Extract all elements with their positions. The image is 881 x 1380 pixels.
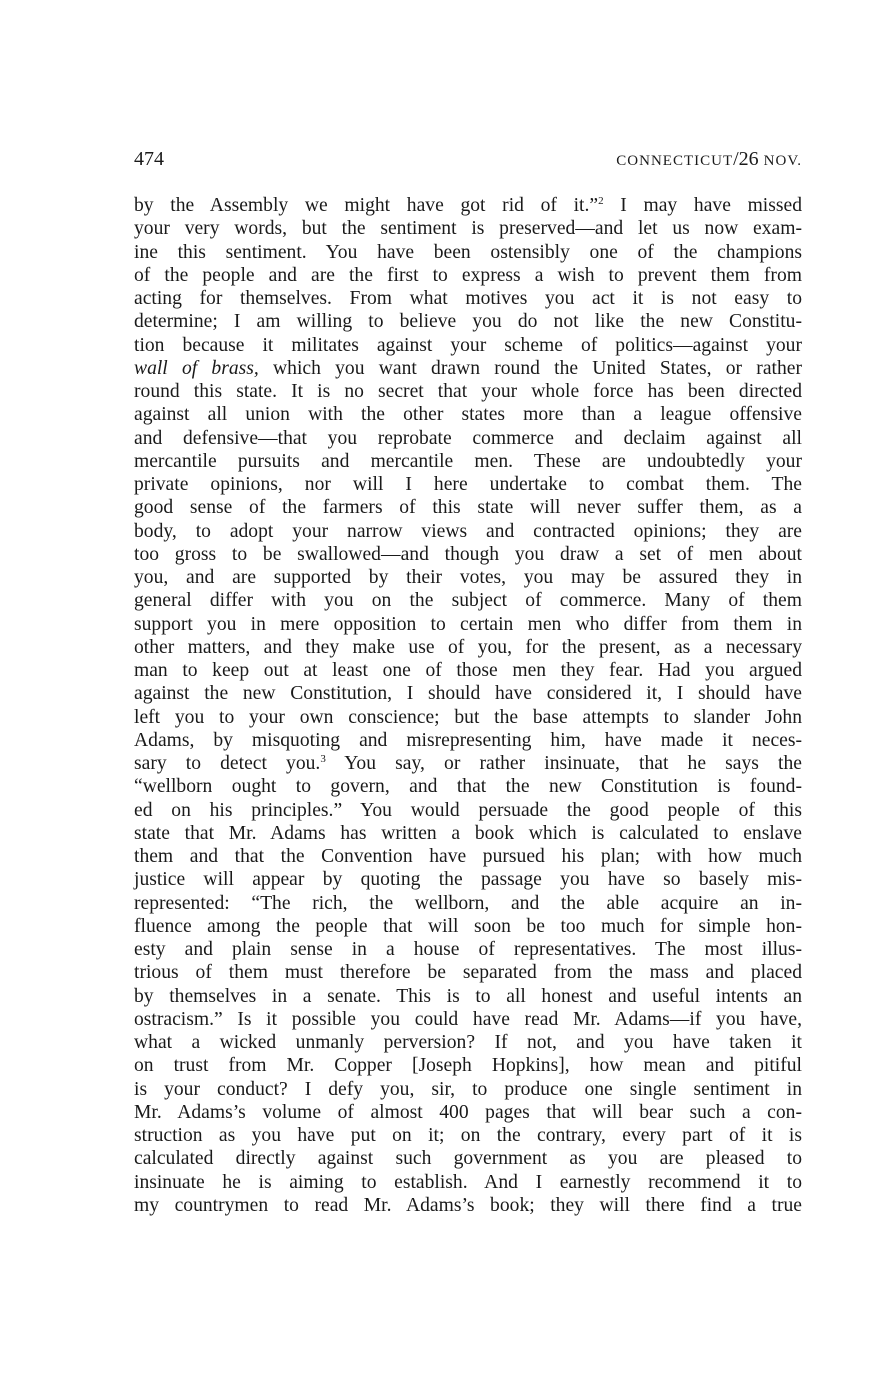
text-line xyxy=(134,310,802,333)
text-line xyxy=(134,892,802,915)
line-text: Mr. Adams’s volume of almost 400 pages that will bear such a con- xyxy=(134,1101,802,1123)
line-text: mercantile pursuits and mercantile men. These are undoubtedly your xyxy=(134,450,802,472)
text-line xyxy=(134,659,802,682)
text-line xyxy=(134,1054,802,1077)
line-text: man to keep out at least one of those men they fear. Had you argued xyxy=(134,660,802,681)
text-line xyxy=(134,403,802,426)
line-text: calculated directly against such government as you are pleased to xyxy=(134,1148,802,1170)
line-text: determine; I am willing to believe you do not like the new Constitu- xyxy=(134,311,802,333)
text-line xyxy=(134,938,802,961)
line-text: tion because it militates against your scheme of politics—against your xyxy=(134,334,802,356)
line-text: too gross to be swallowed—and though you draw a set of men about xyxy=(134,543,802,565)
line-text: my countrymen to read Mr. Adams’s book; they will there find a true xyxy=(134,1194,802,1216)
text-line xyxy=(134,752,802,775)
line-text: round this state. It is no secret that your whole force has been directed xyxy=(134,381,802,402)
line-text: I may have missed xyxy=(603,195,802,216)
text-line xyxy=(134,1101,802,1124)
text-line xyxy=(134,845,802,868)
text-line xyxy=(134,543,802,566)
line-text: ostracism.” Is it possible you could have read Mr. Adams—if you have, xyxy=(134,1008,802,1030)
line-text: fluence among the people that will soon be too much for simple hon- xyxy=(134,915,802,937)
text-line xyxy=(134,450,802,473)
line-text: which you want drawn round the United States, or rather xyxy=(258,357,802,379)
running-title-month: NOV. xyxy=(763,153,802,169)
italic-phrase: wall of brass, xyxy=(134,357,259,379)
line-text: against all union with the other states more than a league offensive xyxy=(134,404,802,426)
line-text: esty and plain sense in a house of representatives. The most illus- xyxy=(134,939,802,960)
line-text: sary to detect you. xyxy=(134,753,321,774)
text-line xyxy=(134,264,802,287)
running-title xyxy=(616,146,802,174)
line-text: support you in mere opposition to certain men who differ from them in xyxy=(134,613,802,635)
text-line xyxy=(134,1078,802,1101)
line-text: justice will appear by quoting the passage you have so basely mis- xyxy=(134,869,802,891)
text-line xyxy=(134,682,802,705)
text-line xyxy=(134,706,802,729)
text-line xyxy=(134,334,802,357)
line-text: other matters, and they make use of you, for the present, as a necessary xyxy=(134,636,802,658)
line-text: you, and are supported by their votes, you may be assured they in xyxy=(134,567,802,588)
text-line xyxy=(134,1008,802,1031)
text-line xyxy=(134,1124,802,1147)
line-text: by the Assembly we might have got rid of it.” xyxy=(134,195,599,216)
line-text: and defensive—that you reprobate commerce and declaim against all xyxy=(134,427,802,449)
line-text: your very words, but the sentiment is preserved—and let us now exam- xyxy=(134,218,802,240)
line-text: them and that the Convention have pursued his plan; with how much xyxy=(134,846,802,867)
text-line xyxy=(134,1147,802,1170)
line-text: acting for themselves. From what motives you act it is not easy to xyxy=(134,288,802,309)
text-line xyxy=(134,194,802,217)
line-text: is your conduct? I defy you, sir, to produce one single sentiment in xyxy=(134,1078,802,1100)
text-line xyxy=(134,961,802,984)
line-text: struction as you have put on it; on the contrary, every part of it is xyxy=(134,1125,802,1146)
line-text: ed on his principles.” You would persuade the good people of this xyxy=(134,799,802,821)
text-line xyxy=(134,1031,802,1054)
text-line xyxy=(134,380,802,403)
line-text: by themselves in a senate. This is to all honest and useful intents an xyxy=(134,985,802,1007)
line-text: Adams, by misquoting and misrepresenting him, have made it neces- xyxy=(134,729,802,751)
text-line xyxy=(134,241,802,264)
text-line xyxy=(134,1194,802,1217)
text-line xyxy=(134,915,802,938)
line-text: private opinions, nor will I here undertake to combat them. The xyxy=(134,474,802,495)
text-line xyxy=(134,566,802,589)
running-title-state: CONNECTICUT xyxy=(616,153,734,169)
body-text xyxy=(134,194,802,1217)
line-text: body, to adopt your narrow views and contracted opinions; they are xyxy=(134,520,802,542)
running-title-date: /26 xyxy=(733,148,764,170)
footnote-marker: 3 xyxy=(320,753,326,765)
text-line xyxy=(134,427,802,450)
line-text: represented: “The rich, the wellborn, and the able acquire an in- xyxy=(134,892,802,914)
text-line xyxy=(134,357,802,380)
text-line xyxy=(134,613,802,636)
line-text: state that Mr. Adams has written a book which is calculated to enslave xyxy=(134,822,802,844)
line-text: ine this sentiment. You have been ostensibly one of the champions xyxy=(134,241,802,263)
text-line xyxy=(134,799,802,822)
text-line xyxy=(134,636,802,659)
page-number: 474 xyxy=(134,148,164,170)
line-text: trious of them must therefore be separated from the mass and placed xyxy=(134,962,802,984)
text-line xyxy=(134,729,802,752)
text-line xyxy=(134,287,802,310)
footnote-marker: 2 xyxy=(598,195,604,207)
running-head xyxy=(134,146,802,172)
line-text: good sense of the farmers of this state will never suffer them, as a xyxy=(134,497,802,519)
line-text: insinuate he is aiming to establish. And I earnestly recommend it to xyxy=(134,1171,802,1193)
line-text: You say, or rather insinuate, that he says the xyxy=(325,753,802,774)
line-text: against the new Constitution, I should have considered it, I should have xyxy=(134,683,802,705)
text-line xyxy=(134,520,802,543)
line-text: left you to your own conscience; but the base attempts to slander John xyxy=(134,706,802,728)
line-text: of the people and are the first to express a wish to prevent them from xyxy=(134,264,802,286)
text-line xyxy=(134,822,802,845)
text-line xyxy=(134,1171,802,1194)
text-line xyxy=(134,775,802,798)
text-line xyxy=(134,473,802,496)
line-text: “wellborn ought to govern, and that the new Constitution is found- xyxy=(134,776,802,798)
text-line xyxy=(134,496,802,519)
line-text: general differ with you on the subject of commerce. Many of them xyxy=(134,590,802,612)
text-line xyxy=(134,217,802,240)
text-line xyxy=(134,589,802,612)
text-line xyxy=(134,868,802,891)
text-line xyxy=(134,985,802,1008)
line-text: what a wicked unmanly perversion? If not, and you have taken it xyxy=(134,1032,802,1053)
line-text: on trust from Mr. Copper [Joseph Hopkins], how mean and pitiful xyxy=(134,1055,802,1077)
